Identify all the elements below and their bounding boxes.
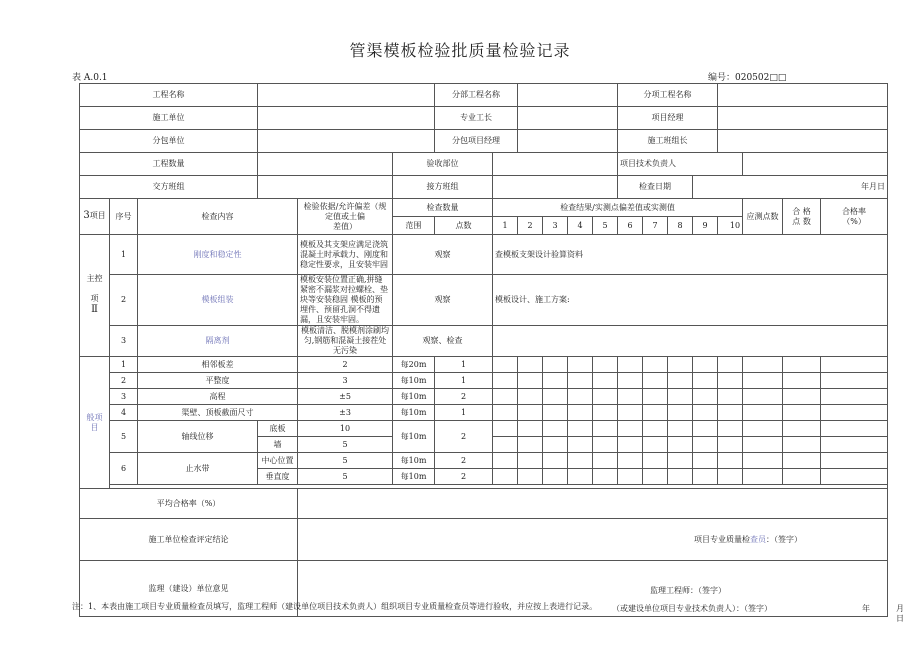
gen-range: 每20m xyxy=(393,357,435,373)
gen-tol: 5 xyxy=(298,469,393,485)
check-date-value[interactable]: 年月日 xyxy=(693,176,888,199)
col-num: 10 xyxy=(718,217,743,235)
project-manager-value[interactable] xyxy=(718,107,888,130)
engineer-sign: 监理工程师：（签字） xyxy=(650,586,727,595)
project-name-label: 工程名称 xyxy=(80,84,258,107)
col-num: 1 xyxy=(493,217,518,235)
page-title: 管渠模板检验批质量检验记录 xyxy=(349,41,571,60)
gen-range: 每10m xyxy=(393,421,435,453)
pass-points-header: 合 格 点 数 xyxy=(783,199,821,235)
owner-rep-sign: （或建设单位项目专业技术负责人）：（签字） xyxy=(612,604,773,613)
main-seq: 3 xyxy=(110,326,138,357)
main-method: 观察、检查 xyxy=(393,326,493,357)
gen-seq: 3 xyxy=(110,389,138,405)
gen-tol: 10 xyxy=(298,421,393,437)
basis-header: 检验依据/允许偏差（规定值或土偏 差值） xyxy=(298,199,393,235)
measured-header: 应测点数 xyxy=(743,199,783,235)
inspection-part-label: 验收部位 xyxy=(393,153,493,176)
main-basis: 模板及其支架应满足浇筑混凝土时承载力、刚度和稳定性要求，且安装牢固 xyxy=(298,235,393,275)
check-qty-header: 检查数量 xyxy=(393,199,493,217)
gen-tol: ±5 xyxy=(298,389,393,405)
results-header: 检查结果/实测点偏差值或实测值 xyxy=(493,199,743,217)
gen-tol: 2 xyxy=(298,357,393,373)
gen-tol: 5 xyxy=(298,453,393,469)
main-seq: 2 xyxy=(110,275,138,326)
gen-sub: 底板 xyxy=(258,421,298,437)
gen-range: 每10m xyxy=(393,405,435,421)
gen-points: 1 xyxy=(435,373,493,389)
gen-range: 每10m xyxy=(393,469,435,485)
gen-tol: 3 xyxy=(298,373,393,389)
construction-unit-label: 施工单位 xyxy=(80,107,258,130)
gen-range: 每10m xyxy=(393,453,435,469)
project-name-value[interactable] xyxy=(258,84,435,107)
gen-points: 2 xyxy=(435,389,493,405)
col-num: 7 xyxy=(643,217,668,235)
foreman-value[interactable] xyxy=(518,107,618,130)
quantity-label: 工程数量 xyxy=(80,153,258,176)
main-record[interactable] xyxy=(493,326,888,357)
gen-range: 每10m xyxy=(393,373,435,389)
item-project-value[interactable] xyxy=(718,84,888,107)
col-num: 3 xyxy=(543,217,568,235)
item-number: 3 xyxy=(83,210,90,222)
col-num: 9 xyxy=(693,217,718,235)
general-label: 般项 目 xyxy=(80,357,110,489)
main-content: 刚度和稳定性 xyxy=(138,235,298,275)
col-num: 5 xyxy=(593,217,618,235)
main-seq: 1 xyxy=(110,235,138,275)
main-basis: 模板安装位置正确,拼缝紧密不漏浆对拉螺栓、垫块等安装稳固 模板的预埋件、预留孔洞不得遗漏，且安装牢固。 xyxy=(298,275,393,326)
col-num: 6 xyxy=(618,217,643,235)
gen-content: 渠壁、顶板截面尺寸 xyxy=(138,405,298,421)
gen-seq: 4 xyxy=(110,405,138,421)
gen-seq: 6 xyxy=(110,453,138,485)
gen-sub: 中心位置 xyxy=(258,453,298,469)
conclusion-signature[interactable]: 项目专业质量检查员：（签字） xyxy=(298,519,888,561)
form-code: 编号：020502□□ xyxy=(708,73,787,83)
receiver-team-value[interactable] xyxy=(493,176,618,199)
table-ref: 表 A.0.1 xyxy=(72,73,108,83)
item-header: 3项目 xyxy=(80,199,110,235)
sub-manager-value[interactable] xyxy=(518,130,618,153)
sub-project-value[interactable] xyxy=(518,84,618,107)
gen-seq: 5 xyxy=(110,421,138,453)
gen-content: 高程 xyxy=(138,389,298,405)
main-content: 隔离剂 xyxy=(138,326,298,357)
team-leader-value[interactable] xyxy=(718,130,888,153)
range-header: 范围 xyxy=(393,217,435,235)
subcontractor-value[interactable] xyxy=(258,130,435,153)
check-date-label: 检查日期 xyxy=(618,176,693,199)
content-header: 检查内容 xyxy=(138,199,298,235)
gen-content: 平整度 xyxy=(138,373,298,389)
gen-content: 止水带 xyxy=(138,453,258,485)
gen-seq: 1 xyxy=(110,357,138,373)
col-num: 4 xyxy=(568,217,593,235)
gen-points: 1 xyxy=(435,405,493,421)
gen-content: 轴线位移 xyxy=(138,421,258,453)
col-num: 2 xyxy=(518,217,543,235)
avg-rate-value[interactable] xyxy=(298,489,888,519)
handover-team-value[interactable] xyxy=(258,176,393,199)
construction-unit-value[interactable] xyxy=(258,107,435,130)
gen-content: 相邻板差 xyxy=(138,357,298,373)
sub-manager-label: 分包项目经理 xyxy=(435,130,518,153)
pass-rate-header: 合格率 （%） xyxy=(821,199,888,235)
gen-sub: 墙 xyxy=(258,437,298,453)
main-basis: 模板清洁、脱模剂涂刷均匀,钢筋和混凝土接茬处无污染 xyxy=(298,326,393,357)
conclusion-label: 施工单位检查评定结论 xyxy=(80,519,298,561)
tech-lead-value[interactable] xyxy=(743,153,888,176)
points-header: 点数 xyxy=(435,217,493,235)
project-manager-label: 项目经理 xyxy=(618,107,718,130)
gen-points: 1 xyxy=(435,357,493,373)
inspection-part-value[interactable] xyxy=(493,153,618,176)
gen-range: 每10m xyxy=(393,389,435,405)
seq-header: 序号 xyxy=(110,199,138,235)
foreman-label: 专业工长 xyxy=(435,107,518,130)
supervision-label: 监理（建设）单位意见 xyxy=(80,561,298,617)
gen-sub: 垂直度 xyxy=(258,469,298,485)
gen-points: 2 xyxy=(435,421,493,453)
footnote: 注：1、本表由施工项目专业质量检查员填写，监理工程师（建设单位项目技术负责人）组织项目专业质量检查员等进行验收，并应按上表进行记录。 xyxy=(72,602,598,611)
gen-seq: 2 xyxy=(110,373,138,389)
main-method: 观察 xyxy=(393,275,493,326)
inspection-table xyxy=(79,83,905,623)
team-leader-label: 施工班组长 xyxy=(618,130,718,153)
sub-project-label: 分部工程名称 xyxy=(435,84,518,107)
gen-points: 2 xyxy=(435,469,493,485)
subcontractor-label: 分包单位 xyxy=(80,130,258,153)
gen-points: 2 xyxy=(435,453,493,469)
gen-tol: 5 xyxy=(298,437,393,453)
col-num: 8 xyxy=(668,217,693,235)
handover-team-label: 交方班组 xyxy=(80,176,258,199)
item-project-label: 分项工程名称 xyxy=(618,84,718,107)
receiver-team-label: 接方班组 xyxy=(393,176,493,199)
sign-monthday: 月日 xyxy=(896,604,905,623)
quantity-value[interactable] xyxy=(258,153,393,176)
tech-lead-label: 项目技术负责人 xyxy=(618,153,743,176)
avg-rate-label: 平均合格率（%） xyxy=(80,489,298,519)
gen-tol: ±3 xyxy=(298,405,393,421)
main-record[interactable]: 模板设计、施工方案: xyxy=(493,275,888,326)
main-content: 模板组装 xyxy=(138,275,298,326)
sign-year: 年 xyxy=(862,604,871,613)
main-control-label: 主控 项 Ⅱ xyxy=(80,235,110,357)
main-method: 观察 xyxy=(393,235,493,275)
main-record[interactable]: 查模板支架设计验算资料 xyxy=(493,235,888,275)
